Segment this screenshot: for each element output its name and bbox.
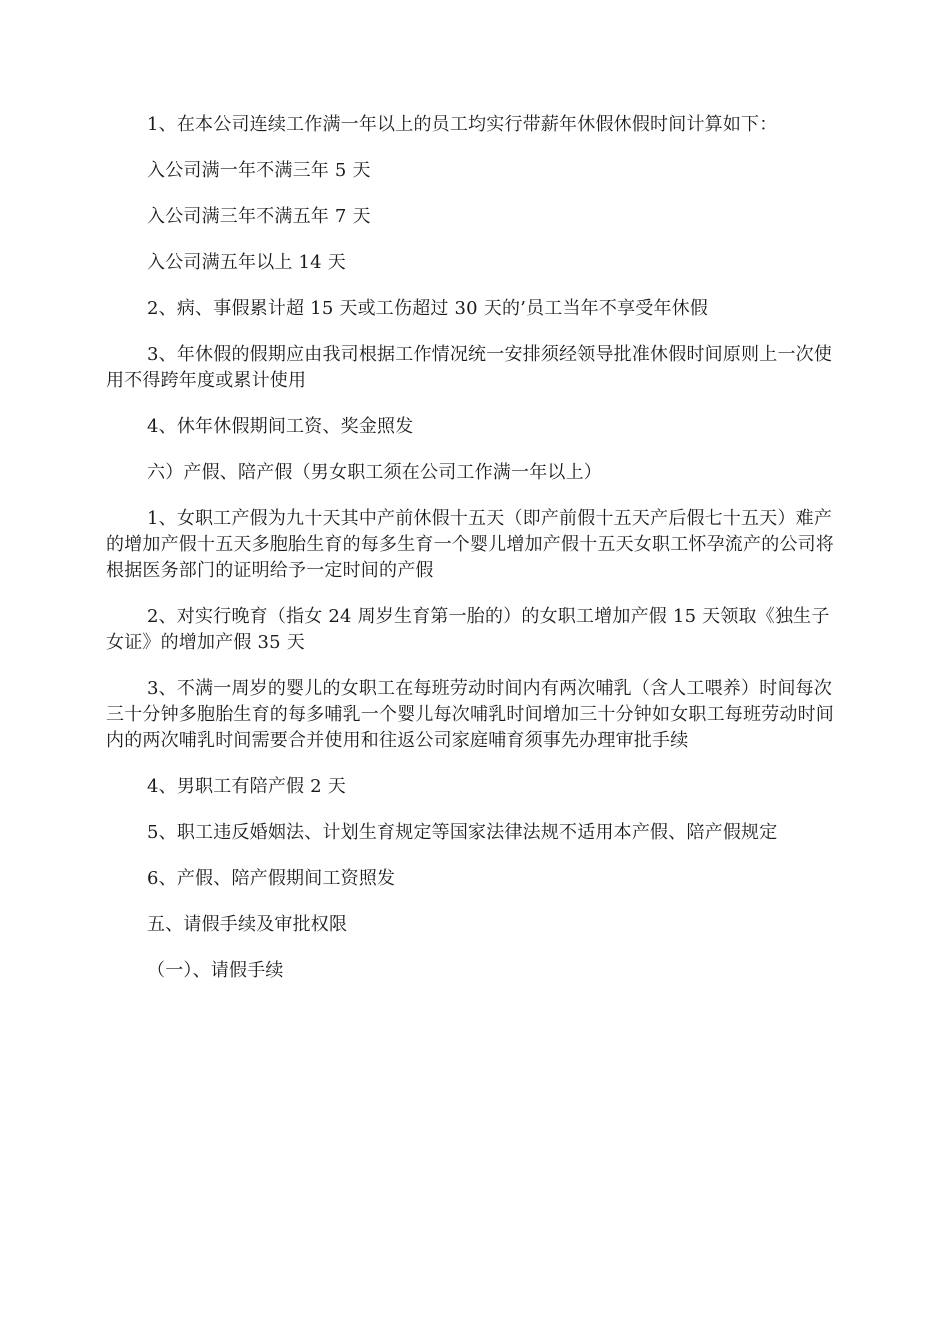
paragraph-maternity-pay: 6、产假、陪产假期间工资照发 [147, 868, 396, 889]
paragraph-maternity-leave-duration: 1、女职工产假为九十天其中产前休假十五天（即产前假十五天产后假七十五天）难产的增加产假十五天多胞胎生育的每多生育一个婴儿增加产假十五天女职工怀孕流产的公司将根据医务部门的证明给予一定时间的产假 [106, 508, 834, 581]
paragraph-late-childbirth-leave: 2、对实行晚育（指女 24 周岁生育第一胎的）的女职工增加产假 15 天领取《独生子女证》的增加产假 35 天 [106, 606, 830, 653]
paragraph-paternity-leave: 4、男职工有陪产假 2 天 [147, 776, 346, 797]
paragraph-annual-leave-rule: 1、在本公司连续工作满一年以上的员工均实行带薪年休假休假时间计算如下： [147, 114, 778, 135]
paragraph-annual-leave-arrangement: 3、年休假的假期应由我司根据工作情况统一安排须经领导批准休假时间原则上一次使用不得跨年度或累计使用 [106, 344, 833, 391]
subsection-heading-leave-application: （一）、请假手续 [147, 960, 284, 981]
paragraph-annual-leave-pay: 4、休年休假期间工资、奖金照发 [147, 416, 414, 437]
document-body [106, 112, 841, 1004]
paragraph-annual-leave-tier-2: 入公司满三年不满五年 7 天 [147, 206, 371, 227]
section-heading-maternity-leave: 六）产假、陪产假（男女职工须在公司工作满一年以上） [147, 462, 602, 483]
section-heading-leave-procedure: 五、请假手续及审批权限 [147, 914, 348, 935]
paragraph-annual-leave-exclusion: 2、病、事假累计超 15 天或工伤超过 30 天的’员工当年不享受年休假 [147, 298, 709, 319]
paragraph-annual-leave-tier-3: 入公司满五年以上 14 天 [147, 252, 346, 273]
paragraph-leave-exclusion: 5、职工违反婚姻法、计划生育规定等国家法律法规不适用本产假、陪产假规定 [147, 822, 778, 843]
paragraph-nursing-time: 3、不满一周岁的婴儿的女职工在每班劳动时间内有两次哺乳（含人工喂养）时间每次三十分钟多胞胎生育的每多哺乳一个婴儿每次哺乳时间增加三十分钟如女职工每班劳动时间内的两次哺乳时间需要合并使用和往返公司家庭哺育须事先办理审批手续 [106, 678, 834, 751]
paragraph-annual-leave-tier-1: 入公司满一年不满三年 5 天 [147, 160, 371, 181]
